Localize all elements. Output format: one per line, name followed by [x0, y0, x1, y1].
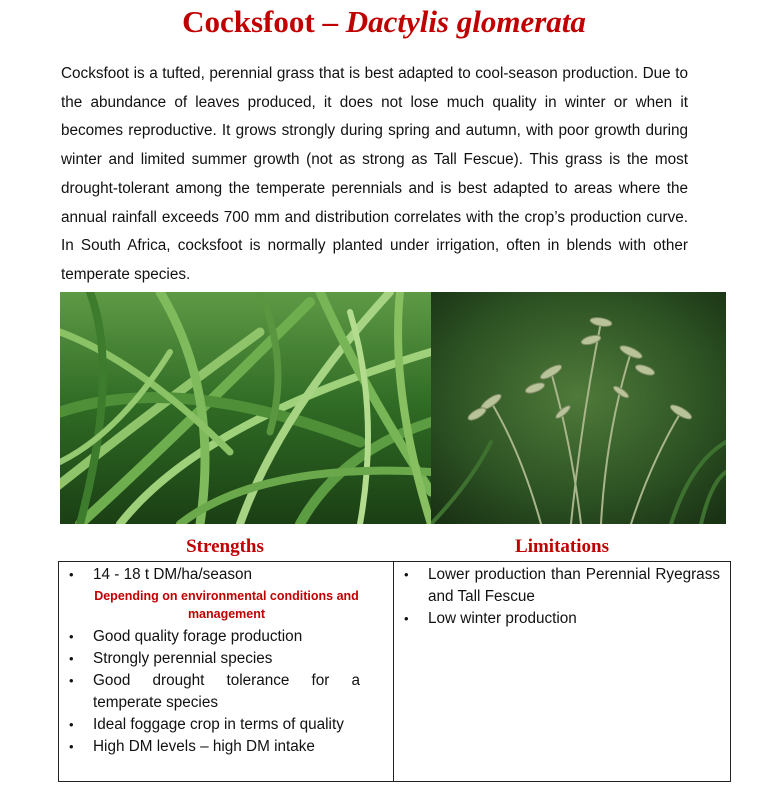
strengths-item: • Good quality forage production — [69, 626, 360, 648]
strengths-item: • Strongly perennial species — [69, 648, 360, 670]
strengths-item-yield: • 14 - 18 t DM/ha/season — [69, 564, 360, 586]
title-dash: – — [314, 4, 346, 39]
bullet-icon: • — [69, 673, 74, 688]
bullet-icon: • — [404, 611, 409, 626]
grass-leaves-photo — [60, 292, 431, 524]
strengths-yield-note: Depending on environmental conditions and management — [94, 589, 359, 621]
strengths-heading: Strengths — [186, 536, 264, 557]
bullet-icon: • — [69, 717, 74, 732]
bullet-icon: • — [69, 567, 74, 582]
bullet-icon: • — [404, 567, 409, 582]
strengths-item: • Ideal foggage crop in terms of quality — [69, 714, 360, 736]
strengths-list — [69, 564, 360, 586]
limitations-cell — [394, 562, 730, 781]
bullet-icon: • — [69, 651, 74, 666]
bullet-icon: • — [69, 739, 74, 754]
grass-seedheads-photo — [431, 292, 726, 524]
intro-paragraph: Cocksfoot is a tufted, perennial grass that is best adapted to cool-season production. Due to the abundance of leaves produced, it does not lose much quality in winter or when it becomes reproductive. It grows strongly during spring and autumn, with poor growth during winter and limited summer growth (not as strong as Tall Fescue). This grass is the most drought-tolerant among the temperate perennials and is best adapted to areas where the annual rainfall exceeds 700 mm and distribution correlates with the crop’s production curve. In South Africa, cocksfoot is normally planted under irrigation, often in blends with other temperate species. — [61, 65, 688, 283]
strengths-cell — [59, 562, 394, 781]
strengths-item: • High DM levels – high DM intake — [69, 736, 360, 758]
limitations-list — [404, 564, 720, 630]
strengths-list-rest — [69, 626, 360, 758]
limitations-heading: Limitations — [515, 536, 609, 557]
limitations-item: • Low winter production — [404, 608, 720, 630]
strengths-item: • Good drought tolerance for a temperate species — [69, 672, 360, 711]
limitations-item: • Lower production than Perennial Ryegrass and Tall Fescue — [404, 566, 720, 605]
page-title — [0, 2, 768, 42]
bullet-icon: • — [69, 629, 74, 644]
strengths-limitations-table — [58, 561, 731, 782]
title-common-name: Cocksfoot — [182, 4, 315, 39]
title-scientific-name: Dactylis glomerata — [345, 4, 586, 39]
